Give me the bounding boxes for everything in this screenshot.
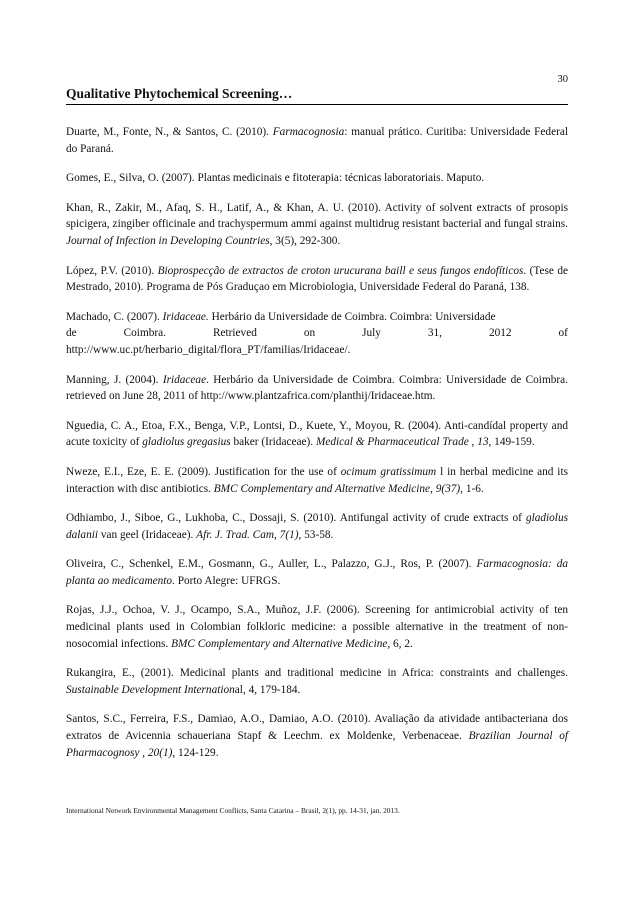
page-number: 30 <box>557 74 568 85</box>
reference-rukangira: Rukangira, E., (2001). Medicinal plants and traditional medicine in Africa: constraints and challenges. Sustainable Development International, 4, 179-184. <box>66 667 568 696</box>
reference-rojas: Rojas, J.J., Ochoa, V. J., Ocampo, S.A., Muñoz, J.F. (2006). Screening for antimicrobial activity of ten medicinal plants used in Colombian folkloric medicine: a possible alternative in the treatment of non-nosocomial infections. BMC Complementary and Alternative Medicine, 6, 2. <box>66 604 568 650</box>
running-header: Qualitative Phytochemical Screening… <box>66 86 568 105</box>
reference-list <box>66 124 568 774</box>
page-footer: International Network Environmental Management Conflicts, Santa Catarina – Brasil, 2(1), pp. 14-31, jan. 2013. <box>66 806 400 815</box>
reference-machado: Machado, C. (2007). Iridaceae. Herbário da Universidade de Coimbra. Coimbra: Universidade de Coimbra. Retrieved on July 31, 2012 of http://www.uc.pt/herbario_digital/flora_PT/familias/Iridaceae/. <box>66 309 568 359</box>
reference-nguedia: Nguedia, C. A., Etoa, F.X., Benga, V.P., Lontsi, D., Kuete, Y., Moyou, R. (2004). Anti-candídal property and acute toxicity of gladiolus gregasius baker (Iridaceae). Medical & Pharmaceutical Trade , 13, 149-159. <box>66 419 568 449</box>
reference-oliveira: Oliveira, C., Schenkel, E.M., Gosmann, G., Auller, L., Palazzo, G.J., Ros, P. (2007). Farmacognosia: da planta ao medicamento. Porto Alegre: UFRGS. <box>66 558 569 587</box>
reference-gomes: Gomes, E., Silva, O. (2007). Plantas medicinais e fitoterapia: técnicas laboratoriais. Maputo. <box>66 172 485 185</box>
reference-odhiambo: Odhiambo, J., Siboe, G., Lukhoba, C., Dossaji, S. (2010). Antifungal activity of crude extracts of gladiolus dalanii van geel (Iridaceae). Afr. J. Trad. Cam, 7(1), 53-58. <box>66 512 568 541</box>
reference-khan: Khan, R., Zakir, M., Afaq, S. H., Latif, A., & Khan, A. U. (2010). Activity of solvent extracts of prosopis spicigera, zingiber officinale and trachyspermum ammi against multidrug resistant bacterial and fungal strains. Journal of Infection in Developing Countries, 3(5), 292-300. <box>66 201 568 247</box>
reference-lopez: López, P.V. (2010). Bioprospecção de extractos de croton urucurana baill e seus fungos endofíticos. (Tese de Mestrado, 2010). Programa de Pós Graduçao em Microbiologia, Universidade Federal do Paraná, 138. <box>66 264 568 294</box>
reference-nweze: Nweze, E.I., Eze, E. E. (2009). Justification for the use of ocimum gratissimum l in herbal medicine and its interaction with disc antibiotics. BMC Complementary and Alternative Medicine, 9(37), 1-6. <box>66 465 568 495</box>
reference-url: http://www.uc.pt/herbario_digital/flora_PT/familias/Iridaceae/. <box>66 343 351 356</box>
reference-santos: Santos, S.C., Ferreira, F.S., Damiao, A.O., Damiao, A.O. (2010). Avaliação da atividade antibacteriana dos extratos de Avicennia schaueriana Stapf & Leechm. ex Moldenke, Verbenaceae. Brazilian Journal of Pharmacognosy , 20(1), 124-129. <box>66 713 568 759</box>
reference-duarte: Duarte, M., Fonte, N., & Santos, C. (2010). Farmacognosia: manual prático. Curitiba: Universidade Federal do Paraná. <box>66 126 568 155</box>
reference-manning: Manning, J. (2004). Iridaceae. Herbário da Universidade de Coimbra. Coimbra: Universidade de Coimbra. retrieved on June 28, 2011 of http://www.plantzafrica.com/planthij/Iridaceae.htm. <box>66 373 568 403</box>
